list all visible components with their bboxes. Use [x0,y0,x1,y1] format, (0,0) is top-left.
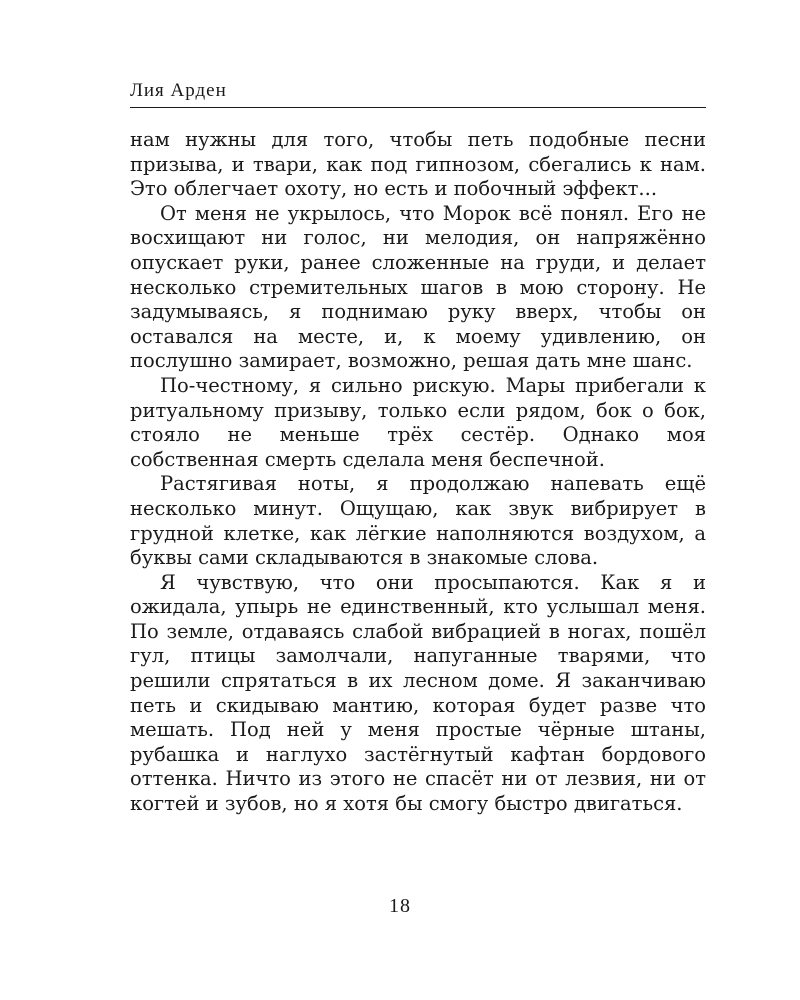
running-head-author: Лия Арден [130,80,227,101]
paragraph: Растягивая ноты, я продолжаю напевать ещё несколько минут. Ощущаю, как звук вибрирует в грудной клетке, как лёгкие наполняются воздухом, а буквы сами складываются в знакомые слова. [130,472,706,570]
header-rule [130,107,706,108]
page-number: 18 [389,895,411,917]
text-body [130,128,706,817]
paragraph-continued: нам нужны для того, чтобы петь подобные песни призыва, и твари, как под гипнозом, сбегались к нам. Это облегчает охоту, но есть и побочный эффект... [130,128,706,201]
paragraph: Я чувствую, что они просыпаются. Как я и ожидала, упырь не единственный, кто услышал меня. По земле, отдаваясь слабой вибрацией в ногах, пошёл гул, птицы замолчали, напуганные тварями, что решили спрятаться в их лесном доме. Я заканчиваю петь и скидываю мантию, которая будет разве что мешать. Под ней у меня простые чёрные штаны, рубашка и наглухо застёгнутый кафтан бордового оттенка. Ничто из этого не спасёт ни от лезвия, ни от когтей и зубов, но я хотя бы смогу быстро двигаться. [130,570,706,816]
paragraph: От меня не укрылось, что Морок всё понял. Его не восхищают ни голос, ни мелодия, он напряжённо опускает руки, ранее сложенные на груди, и делает несколько стремительных шагов в мою сторону. Не задумываясь, я поднимаю руку вверх, чтобы он оставался на месте, и, к моему удивлению, он послушно замирает, возможно, решая дать мне шанс. [130,201,706,373]
paragraph: По-честному, я сильно рискую. Мары прибегали к ритуальному призыву, только если рядом, бок о бок, стояло не меньше трёх сестёр. Однако моя собственная смерть сделала меня беспечной. [130,373,706,471]
